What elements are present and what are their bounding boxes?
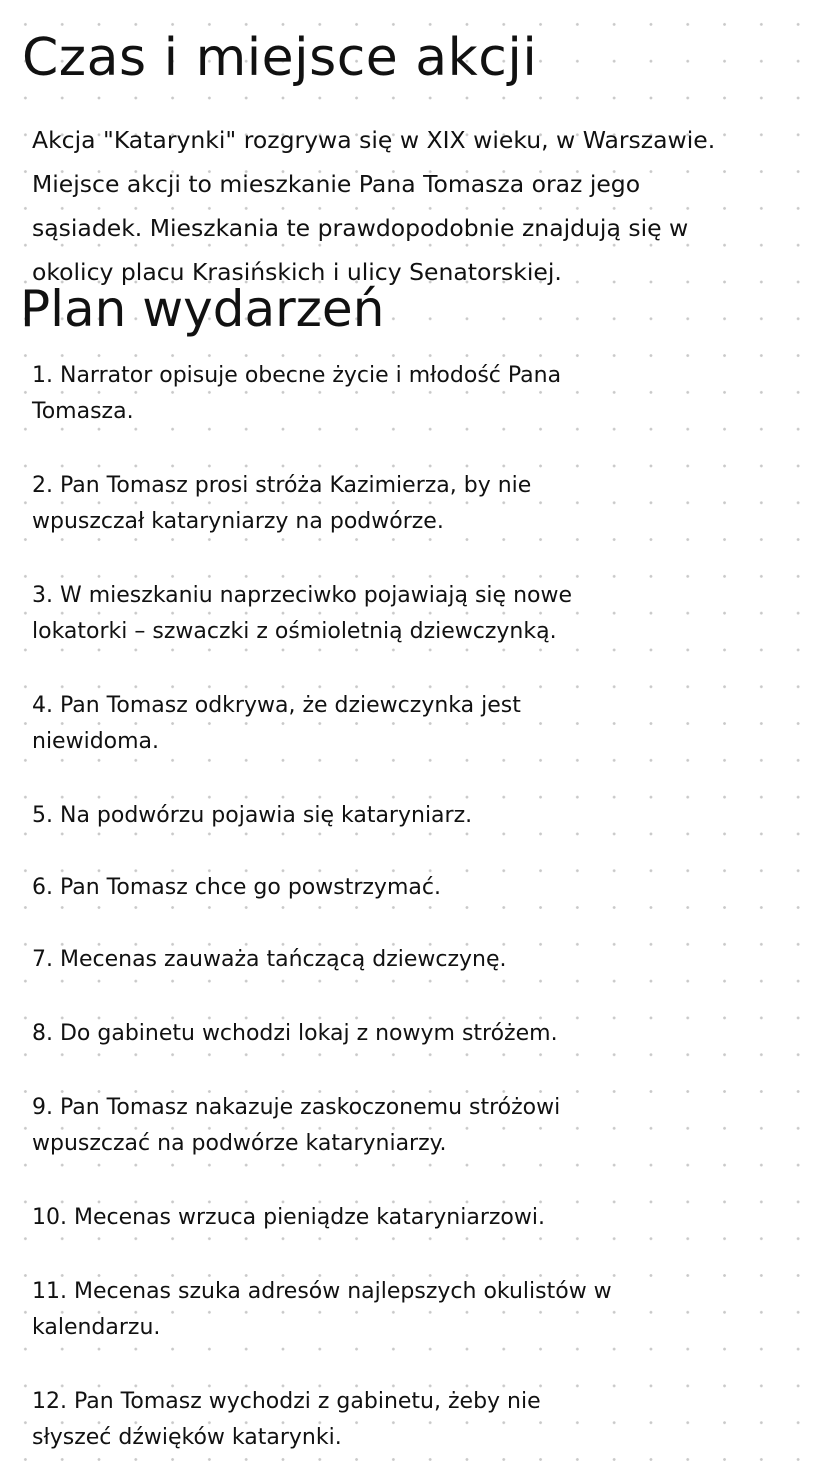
event-plan-item: 1. Narrator opisuje obecne życie i młodość Pana Tomasza. [32, 363, 562, 424]
event-plan-item: 12. Pan Tomasz wychodzi z gabinetu, żeby nie słyszeć dźwięków katarynki. [32, 1389, 541, 1450]
paragraph-line: sąsiadek. Mieszkania te prawdopodobnie znajdują się w [32, 214, 689, 242]
time-place-paragraph [32, 118, 792, 294]
event-plan-item: 11. Mecenas szuka adresów najlepszych okulistów w kalendarzu. [32, 1279, 612, 1340]
event-plan-item: 9. Pan Tomasz nakazuje zaskoczonemu stróżowi wpuszczać na podwórze kataryniarzy. [32, 1095, 561, 1156]
event-plan-item: 10. Mecenas wrzuca pieniądze kataryniarzowi. [32, 1205, 545, 1230]
paragraph-line: Akcja "Katarynki" rozgrywa się w XIX wieku, w Warszawie. [32, 126, 716, 154]
event-plan-item: 4. Pan Tomasz odkrywa, że dziewczynka jest niewidoma. [32, 693, 521, 754]
event-plan-item: 2. Pan Tomasz prosi stróża Kazimierza, by nie wpuszczał kataryniarzy na podwórze. [32, 473, 532, 534]
event-plan-item: 6. Pan Tomasz chce go powstrzymać. [32, 875, 441, 900]
paragraph-line: okolicy placu Krasińskich i ulicy Senatorskiej. [32, 258, 562, 286]
event-plan-item: 7. Mecenas zauważa tańczącą dziewczynę. [32, 947, 507, 972]
event-plan-item: 5. Na podwórzu pojawia się kataryniarz. [32, 803, 473, 828]
paragraph-line: Miejsce akcji to mieszkanie Pana Tomasza oraz jego [32, 170, 641, 198]
event-plan-item: 8. Do gabinetu wchodzi lokaj z nowym stróżem. [32, 1021, 558, 1046]
section-title-time-place: Czas i miejsce akcji [22, 28, 538, 88]
event-plan-item: 3. W mieszkaniu naprzeciwko pojawiają się nowe lokatorki – szwaczki z ośmioletnią dziewczynką. [32, 583, 572, 644]
section-title-event-plan: Plan wydarzeń [20, 280, 385, 338]
